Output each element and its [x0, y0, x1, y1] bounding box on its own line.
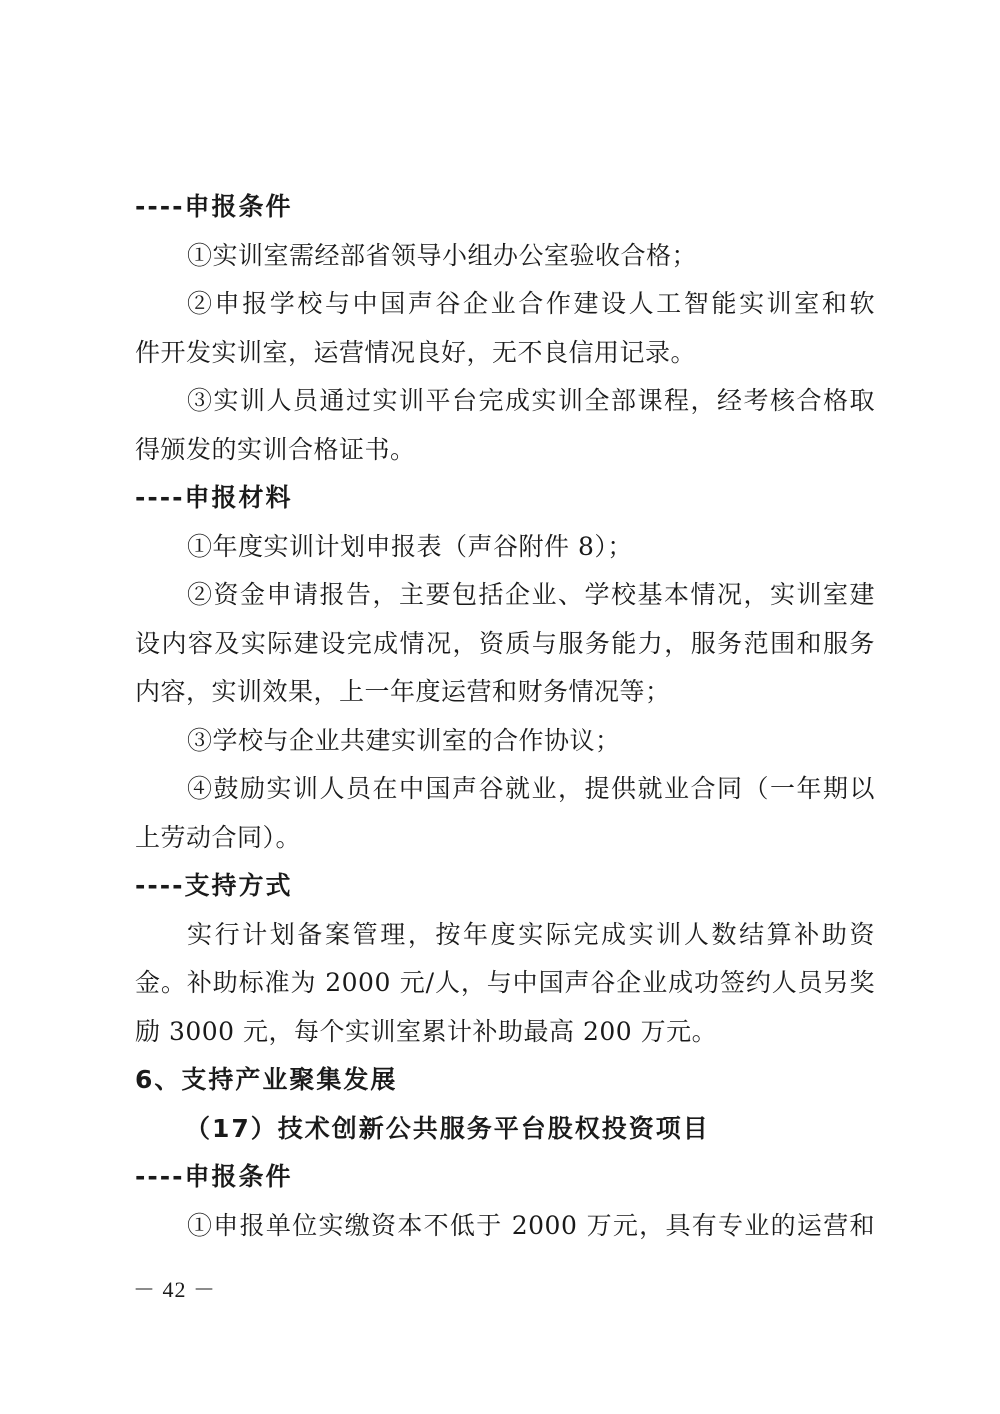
- section-heading-materials: ----申报材料: [135, 483, 293, 512]
- paragraph-line: ③实训人员通过实训平台完成实训全部课程，经考核合格取: [187, 386, 875, 415]
- document-body: [135, 183, 875, 1250]
- paragraph-line: 上劳动合同）。: [135, 822, 302, 852]
- paragraph-line: ④鼓励实训人员在中国声谷就业，提供就业合同（一年期以: [187, 774, 875, 803]
- page-number: － 42 －: [133, 1277, 217, 1302]
- project-heading: （17）技术创新公共服务平台股权投资项目: [185, 1113, 710, 1143]
- paragraph-line: ②资金申请报告，主要包括企业、学校基本情况，实训室建: [187, 580, 875, 609]
- paragraph-line: ①年度实训计划申报表（声谷附件 8）；: [187, 531, 633, 561]
- chapter-heading: 6、支持产业聚集发展: [135, 1065, 398, 1094]
- paragraph-line: 件开发实训室，运营情况良好，无不良信用记录。: [135, 337, 697, 367]
- paragraph-line: ①实训室需经部省领导小组办公室验收合格；: [187, 240, 698, 270]
- paragraph-line: 金。补助标准为 2000 元/人，与中国声谷企业成功签约人员另奖: [135, 968, 875, 997]
- paragraph-line: ①申报单位实缴资本不低于 2000 万元，具有专业的运营和: [187, 1210, 875, 1240]
- paragraph-line: ③学校与企业共建实训室的合作协议；: [187, 725, 621, 755]
- paragraph-line: 内容，实训效果，上一年度运营和财务情况等；: [135, 677, 671, 706]
- paragraph-line: 实行计划备案管理，按年度实际完成实训人数结算补助资: [187, 919, 875, 949]
- paragraph-line: 励 3000 元，每个实训室累计补助最高 200 万元。: [135, 1016, 718, 1046]
- paragraph-line: 得颁发的实训合格证书。: [135, 434, 416, 464]
- section-heading-support: ----支持方式: [135, 871, 293, 900]
- section-heading-conditions: ----申报条件: [135, 192, 293, 221]
- section-heading-conditions-2: ----申报条件: [135, 1162, 293, 1191]
- paragraph-line: ②申报学校与中国声谷企业合作建设人工智能实训室和软: [187, 289, 875, 318]
- paragraph-line: 设内容及实际建设完成情况，资质与服务能力，服务范围和服务: [135, 628, 875, 658]
